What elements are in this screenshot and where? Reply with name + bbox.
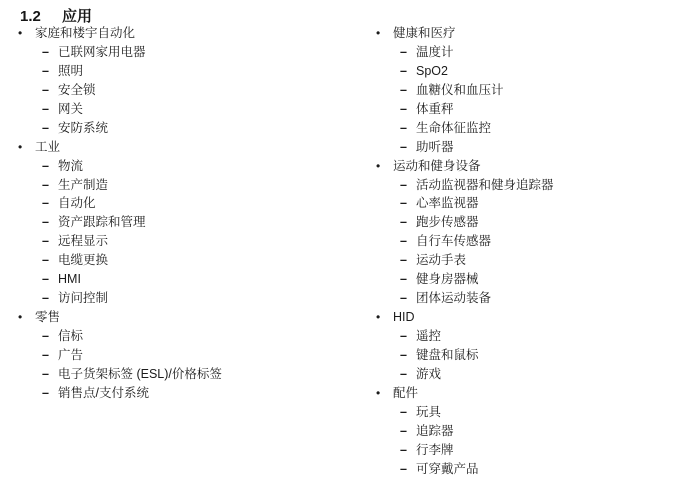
list-item [18,232,368,251]
category-line [376,308,676,327]
dash-icon: – [42,158,49,173]
list-item [376,138,676,157]
category-label: 零售 [35,310,61,325]
bullet-icon: • [18,26,23,40]
list-item-label: 可穿戴产品 [416,461,479,476]
list-item-label: 温度计 [416,44,454,59]
dash-icon: – [400,82,407,97]
bullet-icon: • [376,158,381,173]
list-item-label: 信标 [58,329,84,343]
bullet-icon: • [18,139,23,154]
list-item-label: 玩具 [416,404,442,419]
dash-icon: – [42,82,49,97]
list-item-label: 生产制造 [58,177,109,192]
category-line [376,24,676,43]
list-item [18,251,368,270]
list-item [376,403,676,422]
list-item-label: HMI [58,272,81,287]
dash-icon: – [42,101,49,116]
dash-icon: – [400,366,407,381]
category-line [18,308,368,327]
list-item-label: 运动手表 [416,253,467,268]
section-title: 应用 [62,8,93,25]
applications-column-right [376,24,676,479]
list-item-label: 广告 [58,347,84,362]
list-item-label: 网关 [58,101,84,116]
dash-icon: – [42,385,49,400]
list-item-label: 行李牌 [416,442,454,457]
list-item-label: 访问控制 [58,291,109,306]
list-item-label: 销售点/支付系统 [58,385,149,400]
category-label: 运动和健身设备 [393,158,481,173]
list-item [376,251,676,270]
list-item [18,327,368,346]
dash-icon: – [42,177,49,192]
section-heading [20,5,92,26]
category-label: 家庭和楼宇自动化 [35,26,136,40]
list-item [18,81,368,100]
list-item-label: 生命体征监控 [416,120,492,135]
dash-icon: – [42,253,49,268]
dash-icon: – [400,215,407,230]
list-item-label: 游戏 [416,366,442,381]
dash-icon: – [400,291,407,306]
dash-icon: – [42,329,49,343]
list-item-label: 追踪器 [416,423,454,438]
list-item-label: 心率监视器 [416,196,479,211]
list-item [376,81,676,100]
list-item [376,100,676,119]
category-line [376,384,676,403]
category-label: HID [393,310,415,325]
dash-icon: – [400,63,407,78]
dash-icon: – [42,44,49,59]
list-item-label: 键盘和鼠标 [416,347,479,362]
list-item-label: 已联网家用电器 [58,44,146,59]
dash-icon: – [400,44,407,59]
dash-icon: – [42,196,49,211]
applications-column-left [18,24,368,403]
list-item [376,289,676,308]
dash-icon: – [400,461,407,476]
dash-icon: – [42,63,49,78]
category-label: 健康和医疗 [393,26,456,40]
list-item [376,194,676,213]
list-item-label: 助听器 [416,139,454,154]
dash-icon: – [42,215,49,230]
dash-icon: – [400,120,407,135]
list-item [18,62,368,81]
category-label: 工业 [35,139,61,154]
dash-icon: – [42,272,49,287]
list-item-label: 健身房器械 [416,272,479,287]
list-item-label: 自行车传感器 [416,234,492,249]
list-item [376,422,676,441]
list-item-label: 自动化 [58,196,96,211]
list-item-label: 物流 [58,158,84,173]
list-item-label: 安防系统 [58,120,109,135]
list-item [18,157,368,176]
category-line [18,138,368,157]
bullet-icon: • [376,26,381,40]
list-item-label: 体重秤 [416,101,454,116]
dash-icon: – [400,139,407,154]
section-number: 1.2 [20,8,41,25]
list-item [376,213,676,232]
list-item [376,119,676,138]
list-item [18,176,368,195]
list-item [376,460,676,479]
bullet-icon: • [18,310,23,325]
dash-icon: – [400,253,407,268]
category-line [376,157,676,176]
list-item [18,384,368,403]
list-item [376,43,676,62]
list-item-label: 电子货架标签 (ESL)/价格标签 [58,366,222,381]
list-item [18,346,368,365]
list-item [376,365,676,384]
list-item-label: 遥控 [416,329,442,343]
dash-icon: – [400,347,407,362]
list-item-label: 跑步传感器 [416,215,479,230]
dash-icon: – [400,423,407,438]
list-item [376,346,676,365]
dash-icon: – [400,329,407,343]
list-item [376,62,676,81]
bullet-icon: • [376,385,381,400]
bullet-icon: • [376,310,381,325]
dash-icon: – [42,347,49,362]
list-item-label: 电缆更换 [58,253,109,268]
list-item [18,100,368,119]
list-item [376,232,676,251]
dash-icon: – [400,404,407,419]
list-item [18,270,368,289]
list-item-label: 安全锁 [58,82,96,97]
dash-icon: – [42,234,49,249]
list-item [376,176,676,195]
list-item [18,365,368,384]
list-item [18,289,368,308]
list-item [18,213,368,232]
dash-icon: – [42,120,49,135]
dash-icon: – [42,291,49,306]
list-item [18,119,368,138]
list-item-label: 团体运动装备 [416,291,492,306]
list-item [376,441,676,460]
dash-icon: – [400,101,407,116]
category-label: 配件 [393,385,419,400]
list-item [18,194,368,213]
dash-icon: – [400,196,407,211]
dash-icon: – [400,442,407,457]
category-line [18,24,368,43]
list-item-label: 活动监视器和健身追踪器 [416,177,554,192]
list-item [18,43,368,62]
list-item-label: 血糖仪和血压计 [416,82,504,97]
list-item-label: 资产跟踪和管理 [58,215,146,230]
dash-icon: – [42,366,49,381]
dash-icon: – [400,234,407,249]
dash-icon: – [400,272,407,287]
list-item [376,270,676,289]
list-item-label: 照明 [58,63,84,78]
dash-icon: – [400,177,407,192]
list-item [376,327,676,346]
list-item-label: 远程显示 [58,234,109,249]
list-item-label: SpO2 [416,63,448,78]
